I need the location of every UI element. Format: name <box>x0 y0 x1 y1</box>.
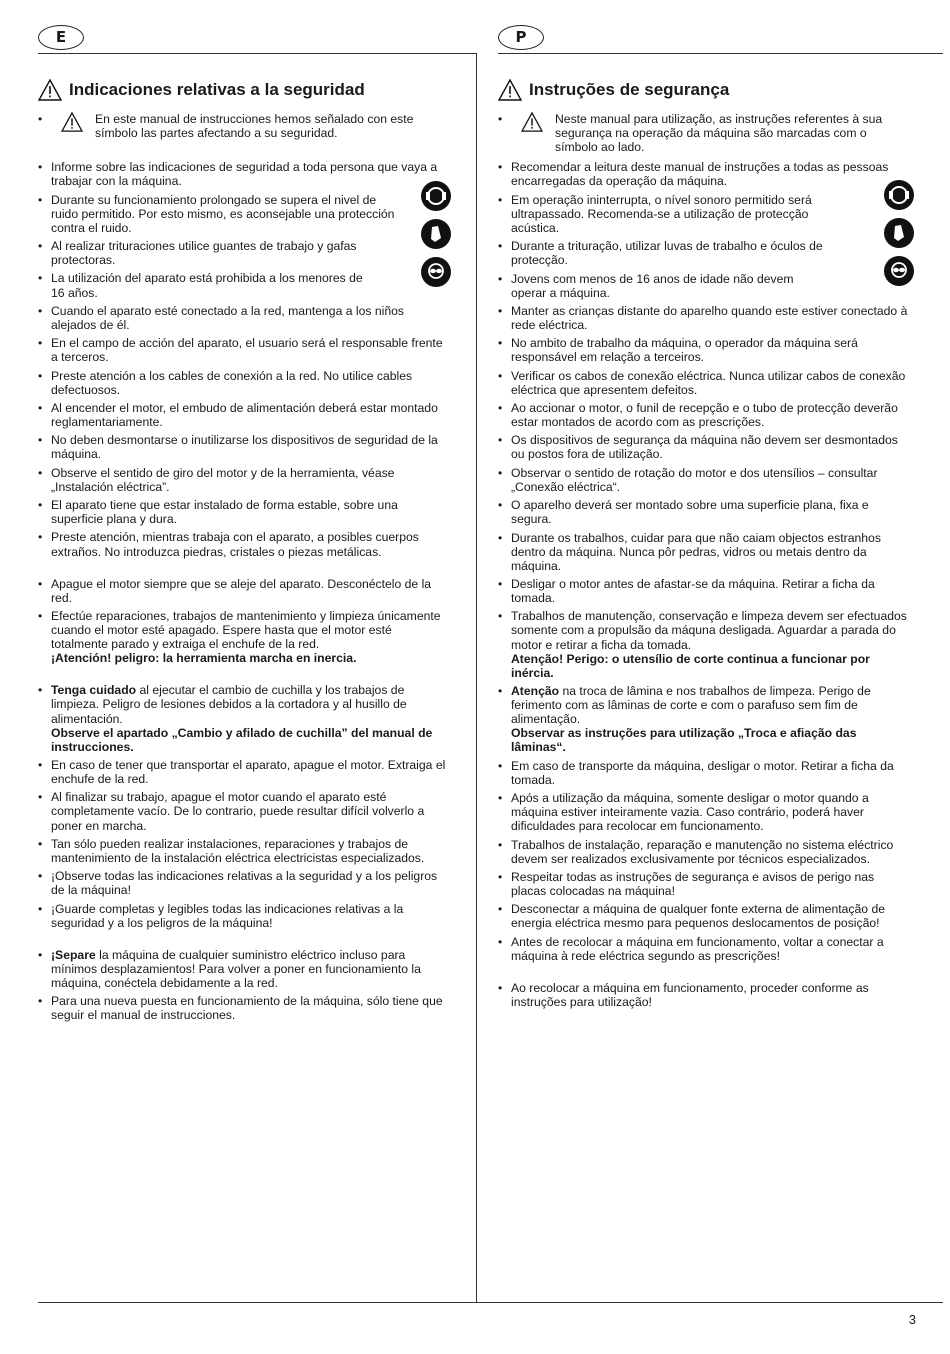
list-item: • Para una nueva puesta en funcionamiento de la máquina, sólo tiene que seguir el manual de instrucciones. <box>38 994 452 1022</box>
list-item: • Al encender el motor, el embudo de alimentación deberá estar montado reglamentariamente. <box>38 401 452 429</box>
warning-triangle-icon <box>498 79 522 101</box>
list-item: • Antes de recolocar a máquina em funcionamento, voltar a conectar a máquina à rede eléctrica segundo as prescrições! <box>498 935 912 963</box>
list-item: • ¡Observe todas las indicaciones relativas a la seguridad y a los peligros de la máquina! <box>38 869 452 897</box>
list-item: • Trabalhos de manutenção, conservação e limpeza devem ser efectuados somente com a propulsão da máquna desligada. Aguardar a parada do motor e retirar a ficha da tomada. Atenção! Perigo: o utensílio de corte continua a funcionar por inércia. <box>498 609 912 679</box>
gloves-icon <box>884 218 914 248</box>
list-item: • No deben desmontarse o inutilizarse los dispositivos de seguridad de la máquina. <box>38 433 452 461</box>
list-item: • Apague el motor siempre que se aleje del aparato. Desconéctelo de la red. <box>38 577 452 605</box>
section-heading <box>498 78 912 102</box>
list-item: • Al realizar trituraciones utilice guantes de trabajo y gafas protectoras. <box>38 239 452 267</box>
list-item: • Manter as crianças distante do aparelho quando este estiver conectado à rede eléctrica. <box>498 304 912 332</box>
list-item: • Tenga cuidado al ejecutar el cambio de cuchilla y los trabajos de limpieza. Peligro de lesiones debidos a la cortadora y al husillo de alimentación. Observe el apartado „Cambio y afilado de cuchilla” del manual de instrucciones. <box>38 683 452 753</box>
spanish-column <box>38 78 452 1027</box>
list-item: • Trabalhos de instalação, reparação e manutenção no sistema eléctrico devem ser realizados exclusivamente por técnicos especializados. <box>498 838 912 866</box>
list-item: • Cuando el aparato esté conectado a la red, mantenga a los niños alejados de él. <box>38 304 452 332</box>
ppe-icons-pt <box>884 180 914 294</box>
list-item: • Após a utilização da máquina, somente desligar o motor quando a máquina estiver inteiramente vazia. Caso contrário, poderá haver dificuldades para recolocar em funcionamento. <box>498 791 912 833</box>
list-item: • Efectúe reparaciones, trabajos de mantenimiento y limpieza únicamente cuando el motor esté apagado. Espere hasta que el motor esté totalmente parado y extraiga el enchufe de la red. ¡Atención! peligro: la herramienta marcha en inercia. <box>38 609 452 665</box>
list-item: • Recomendar a leitura deste manual de instruções a todas as pessoas encarregadas da operação da máquina. <box>498 160 912 188</box>
list-item: • Durante su funcionamiento prolongado se supera el nivel de ruido permitido. Por esto mismo, es aconsejable una protección contra el ruido. <box>38 193 452 235</box>
inertia-warning: ¡Atención! peligro: la herramienta marcha en inercia. <box>51 651 357 666</box>
section-heading <box>38 78 452 102</box>
page-number: 3 <box>908 1312 916 1327</box>
list-item: • Os dispositivos de segurança da máquina não devem ser desmontados ou postos fora de utilização. <box>498 433 912 461</box>
list-item: • Informe sobre las indicaciones de seguridad a toda persona que vaya a trabajar con la máquina. <box>38 160 452 188</box>
list-item: • ¡Guarde completas y legibles todas las indicaciones relativas a la seguridad y a los peligros de la máquina! <box>38 902 452 930</box>
list-item: • Em caso de transporte da máquina, desligar o motor. Retirar a ficha da tomada. <box>498 759 912 787</box>
list-item: • En este manual de instrucciones hemos señalado con este símbolo las partes afectando a su seguridad. <box>38 112 452 140</box>
list-item: • O aparelho deverá ser montado sobre uma superficie plana, fixa e segura. <box>498 498 912 526</box>
safety-list <box>38 112 452 1022</box>
warning-triangle-icon <box>61 112 83 132</box>
list-item: • El aparato tiene que estar instalado de forma estable, sobre una superficie plana y dura. <box>38 498 452 526</box>
column-divider <box>476 53 477 1303</box>
page-title: Indicaciones relativas a la seguridad <box>69 80 365 99</box>
list-item: • Durante os trabalhos, cuidar para que não caiam objectos estranhos dentro da máquina. Nunca pôr pedras, vidros ou metais dentro da máquina. <box>498 531 912 573</box>
list-item: • Tan sólo pueden realizar instalaciones, reparaciones y trabajos de mantenimiento de la instalación eléctrica electricistas especializados. <box>38 837 452 865</box>
list-item: • Desconectar a máquina de qualquer fonte externa de alimentação de energia eléctrica mesmo para pequenos deslocamentos de posição! <box>498 902 912 930</box>
list-item: • Preste atención a los cables de conexión a la red. No utilice cables defectuosos. <box>38 369 452 397</box>
list-item: • Neste manual para utilização, as instruções referentes à sua segurança na operação da máquina são marcadas com o símbolo ao lado. <box>498 112 912 154</box>
list-item: • Jovens com menos de 16 anos de idade não devem operar a máquina. <box>498 272 912 300</box>
inertia-warning: Atenção! Perigo: o utensílio de corte continua a funcionar por inércia. <box>511 651 870 680</box>
list-item: • Verificar os cabos de conexão eléctrica. Nunca utilizar cabos de conexão eléctrica que apresentem defeitos. <box>498 369 912 397</box>
gloves-icon <box>421 219 451 249</box>
safety-list <box>498 112 912 1009</box>
warning-triangle-icon <box>521 112 543 132</box>
list-item: • Respeitar todas as instruções de segurança e avisos de perigo nas placas colocadas na máquina! <box>498 870 912 898</box>
list-item: • Ao recolocar a máquina em funcionamento, proceder conforme as instruções para utilização! <box>498 981 912 1009</box>
list-item: • Al finalizar su trabajo, apague el motor cuando el aparato esté completamente vacío. De lo contrario, puede resultar difícil volverlo a poner en marcha. <box>38 790 452 832</box>
list-item: • Em operação ininterrupta, o nível sonoro permitido será ultrapassado. Recomenda-se a utilização de protecção acústica. <box>498 193 912 235</box>
goggles-icon <box>421 257 451 287</box>
list-item: • En caso de tener que transportar el aparato, apague el motor. Extraiga el enchufe de la red. <box>38 758 452 786</box>
list-item: • Atenção na troca de lâmina e nos trabalhos de limpeza. Perigo de ferimento com as lâminas de corte e com o parafuso sem fim de alimentação. Observar as instruções para utilização „Troca e afiação das lâminas“. <box>498 684 912 754</box>
list-item: • Observe el sentido de giro del motor y de la herramienta, véase „Instalación eléctrica”. <box>38 466 452 494</box>
list-item: • Desligar o motor antes de afastar-se da máquina. Retirar a ficha da tomada. <box>498 577 912 605</box>
ppe-icons-es <box>421 181 451 295</box>
list-item: • ¡Separe la máquina de cualquier suministro eléctrico incluso para mínimos desplazamientos! Para volver a poner en funcionamiento la máquina, conéctela debidamente a la red. <box>38 948 452 990</box>
hearing-protection-icon <box>884 180 914 210</box>
language-badge-pt: P <box>498 25 544 50</box>
language-badge-es: E <box>38 25 84 50</box>
portuguese-column <box>498 78 912 1013</box>
list-item: • Durante a trituração, utilizar luvas de trabalho e óculos de protecção. <box>498 239 912 267</box>
list-item: • Preste atención, mientras trabaja con el aparato, a posibles cuerpos extraños. No introduzca piedras, cristales o piezas metálicas. <box>38 530 452 558</box>
hearing-protection-icon <box>421 181 451 211</box>
list-item: • Ao accionar o motor, o funil de recepção e o tubo de protecção deverão estar montados de acordo com as prescrições. <box>498 401 912 429</box>
bottom-rule <box>38 1302 943 1303</box>
page-title-pt: Instruções de segurança <box>529 80 730 99</box>
list-item: • En el campo de acción del aparato, el usuario será el responsable frente a terceros. <box>38 336 452 364</box>
warning-triangle-icon <box>38 79 62 101</box>
goggles-icon <box>884 256 914 286</box>
top-rule-left <box>38 53 476 54</box>
list-item: • La utilización del aparato está prohibida a los menores de 16 años. <box>38 271 452 299</box>
top-rule-right <box>498 53 943 54</box>
list-item: • Observar o sentido de rotação do motor e dos utensílios – consultar „Conexão eléctrica“. <box>498 466 912 494</box>
list-item: • No ambito de trabalho da máquina, o operador da máquina será responsável em relação a terceiros. <box>498 336 912 364</box>
